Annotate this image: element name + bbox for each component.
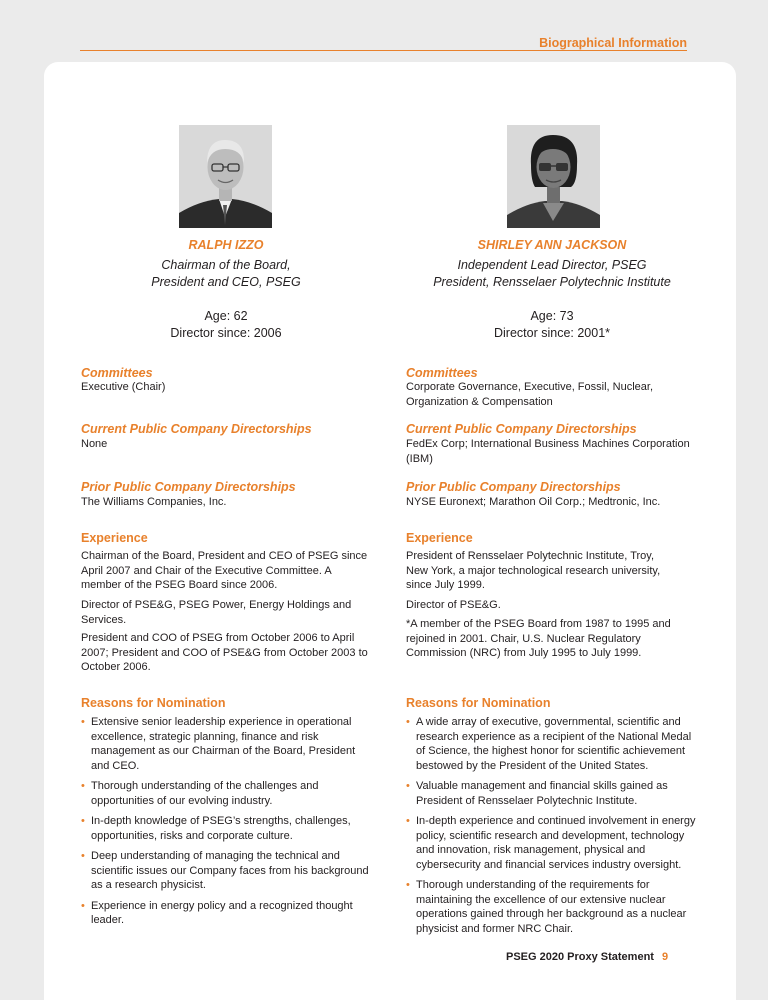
page-number: 9 [661, 951, 669, 963]
director-since: Director since: 2001* [493, 326, 611, 340]
reason-text: In-depth experience and continued involvement in energy policy, scientific research and development, technology and innovation, risk management, physical and cybersecurity and financial services industry oversight. [416, 815, 696, 871]
list-item [81, 814, 373, 843]
reason-text: Deep understanding of managing the technical and scientific issues our Company faces from his background as a research physicist. [91, 850, 369, 891]
bullet-icon: • [81, 850, 85, 862]
committees-text: Executive (Chair) [81, 381, 166, 393]
experience-heading: Experience [406, 531, 473, 545]
footer-doc-title: PSEG 2020 Proxy Statement [506, 951, 654, 963]
title-line: President, Rensselaer Polytechnic Institute [433, 274, 671, 289]
bullet-icon: • [81, 899, 85, 912]
experience-paragraph: *A member of the PSEG Board from 1987 to 1995 and rejoined in 2001. Chair, U.S. Nuclear Regulatory Commission (NRC) from July 1995 to July 1999. [406, 618, 671, 659]
director-age-block [406, 308, 698, 342]
title-line: Chairman of the Board, [161, 258, 291, 272]
reasons-list [81, 715, 373, 934]
current-directorships-text: FedEx Corp; International Business Machines Corporation (IBM) [406, 438, 690, 465]
current-directorships-heading: Current Public Company Directorships [81, 422, 312, 436]
title-line: President and CEO, PSEG [151, 274, 301, 289]
director-title [406, 257, 698, 290]
reason-text: Thorough understanding of the challenges and opportunities of our evolving industry. [91, 780, 319, 807]
reason-text: A wide array of executive, governmental, scientific and research experience as a recipient of the National Medal of Science, the highest honor for scientific achievement bestowed by the President of the United States. [416, 716, 692, 772]
reason-text: Extensive senior leadership experience in operational excellence, strategic planning, finance and risk management as our Chairman of the Board, President and CEO. [91, 716, 356, 772]
prior-directorships-heading: Prior Public Company Directorships [81, 480, 296, 494]
director-name: SHIRLEY ANN JACKSON [477, 238, 627, 252]
section-header [80, 34, 687, 51]
prior-directorships-heading: Prior Public Company Directorships [406, 480, 621, 494]
list-item [81, 899, 373, 928]
reasons-heading: Reasons for Nomination [406, 696, 551, 710]
bullet-icon: • [406, 716, 410, 728]
content-card [44, 62, 736, 1000]
experience-paragraph: Director of PSE&G. [406, 599, 501, 611]
list-item [81, 779, 373, 808]
experience-paragraph: Chairman of the Board, President and CEO of PSEG since April 2007 and Chair of the Executive Committee. A member of the PSEG Board since 2006. [81, 550, 368, 591]
reasons-heading: Reasons for Nomination [81, 696, 226, 710]
experience-paragraph: President of Rensselaer Polytechnic Institute, Troy, New York, a major technological research university, since July 1999. [406, 550, 661, 591]
reason-text: Valuable management and financial skills gained as President of Rensselaer Polytechnic Institute. [416, 780, 668, 807]
current-directorships-heading: Current Public Company Directorships [406, 422, 637, 436]
list-item [406, 715, 698, 773]
list-item [406, 878, 698, 936]
director-photo-jackson [507, 125, 600, 228]
director-age-block [81, 308, 371, 342]
director-age: Age: 62 [204, 309, 248, 323]
director-photo-izzo [179, 125, 272, 228]
bullet-icon: • [81, 780, 85, 792]
experience-paragraph: President and COO of PSEG from October 2006 to April 2007; President and COO of PSE&G from October 2003 to October 2006. [81, 632, 368, 673]
committees-text: Corporate Governance, Executive, Fossil, Nuclear, Organization & Compensation [406, 381, 654, 408]
list-item [406, 779, 698, 808]
director-age: Age: 73 [530, 309, 574, 323]
director-title [81, 257, 371, 290]
director-name: RALPH IZZO [188, 238, 264, 252]
prior-directorships-text: NYSE Euronext; Marathon Oil Corp.; Medtronic, Inc. [406, 496, 661, 508]
bullet-icon: • [81, 815, 85, 827]
reason-text: In-depth knowledge of PSEG’s strengths, challenges, opportunities, risks and corporate culture. [91, 815, 351, 842]
list-item [406, 814, 698, 872]
list-item [81, 715, 373, 773]
reason-text: Thorough understanding of the requirements for maintaining the excellence of our extensive nuclear operations gained through her background as a nuclear physicist and former NRC Chair. [416, 879, 687, 935]
committees-heading: Committees [81, 366, 153, 380]
prior-directorships-text: The Williams Companies, Inc. [81, 496, 227, 508]
director-since: Director since: 2006 [170, 326, 282, 340]
section-title: Biographical Information [539, 36, 687, 50]
list-item [81, 849, 373, 893]
experience-heading: Experience [81, 531, 148, 545]
reason-text: Experience in energy policy and a recognized thought leader. [91, 899, 353, 926]
bullet-icon: • [406, 879, 410, 891]
bullet-icon: • [406, 815, 410, 827]
reasons-list [406, 715, 698, 942]
title-line: Independent Lead Director, PSEG [457, 258, 647, 272]
current-directorships-text: None [81, 438, 108, 450]
committees-heading: Committees [406, 366, 478, 380]
experience-paragraph: Director of PSE&G, PSEG Power, Energy Holdings and Services. [81, 599, 352, 626]
page-footer [506, 951, 668, 963]
bullet-icon: • [406, 780, 410, 792]
bullet-icon: • [81, 716, 85, 728]
